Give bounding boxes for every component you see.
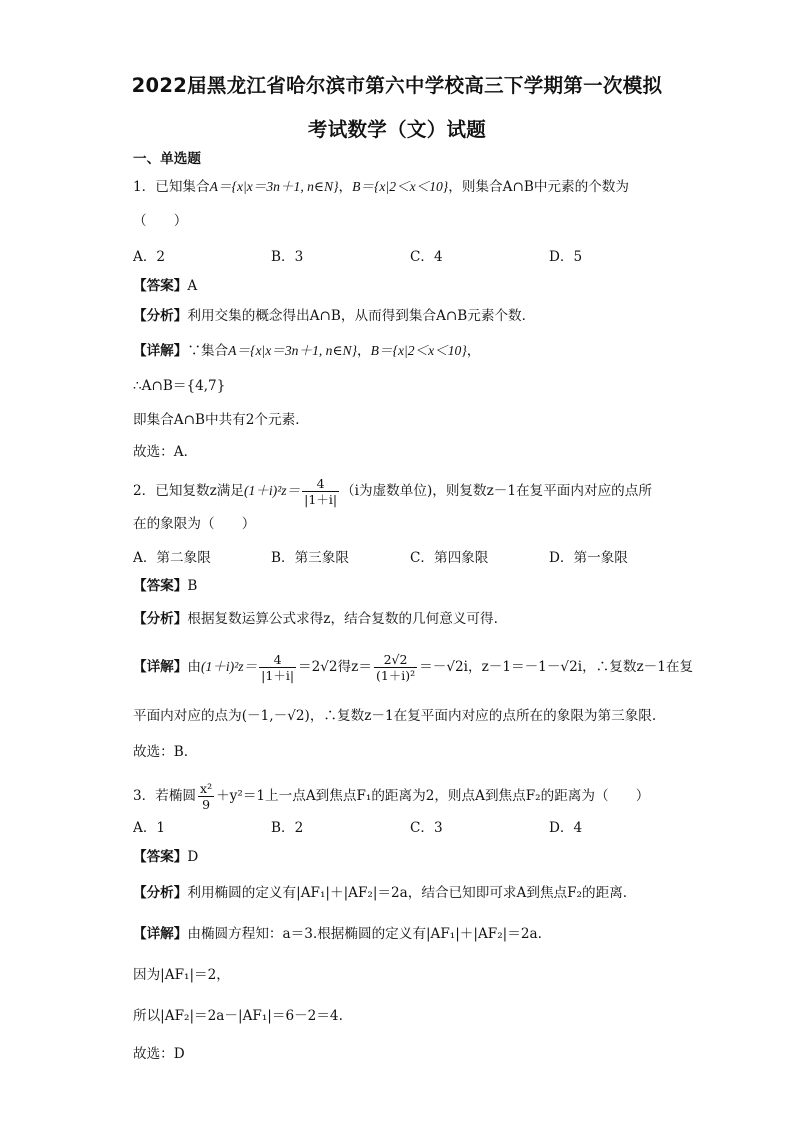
- q2-d-frac1-num: 4: [273, 652, 282, 667]
- detail-tag: 【详解】: [133, 926, 188, 942]
- q1-detail: [133, 342, 480, 360]
- q2-option-c: C．第四象限: [410, 550, 489, 566]
- analysis-tag: 【分析】: [133, 611, 188, 627]
- doc-title-line2: 考试数学（文）试题: [307, 118, 487, 141]
- q1-detail-set-b: B＝{x|2＜x＜10}: [370, 343, 467, 358]
- q2-stem-c: 在的象限为（ ）: [133, 516, 256, 532]
- q1-option-d: D．5: [549, 249, 583, 265]
- q2-lhs: (1＋i)²z＝: [243, 483, 301, 498]
- q2-analysis-text: 根据复数运算公式求得z，结合复数的几何意义可得.: [187, 611, 498, 627]
- q2-detail: [133, 652, 693, 683]
- q2-stem-a: 2．已知复数z满足: [133, 483, 244, 499]
- q1-option-a: A．2: [133, 249, 166, 265]
- q1-detail-set-a: A＝{x|x＝3n＋1, n∈N}: [228, 343, 358, 358]
- q2-detail-frac2: [374, 652, 417, 683]
- q2-option-b: B．第三象限: [271, 550, 349, 566]
- q2-detail-tail: ＝－√2i，z－1＝－1－√2i，∴复数z－1在复: [419, 659, 694, 675]
- answer-tag: 【答案】: [133, 278, 188, 294]
- q1-option-b: B．3: [271, 249, 304, 265]
- q2-option-d: D．第一象限: [549, 550, 628, 566]
- q2-detail-lhs: (1＋i)²z＝: [200, 659, 258, 674]
- q1-stem-a: 1．已知集合: [133, 179, 210, 195]
- q3-option-c: C．3: [410, 820, 443, 836]
- q1-detail-sep: ，: [357, 343, 371, 359]
- q1-sep: ，: [338, 179, 353, 195]
- q2-frac-den: |1＋i|: [304, 492, 338, 507]
- q2-option-a: A．第二象限: [133, 550, 211, 566]
- q1-choose: 故选：A．: [133, 444, 198, 460]
- detail-tag: 【详解】: [133, 659, 188, 675]
- q1-answer-value: A: [187, 278, 198, 294]
- q1-stem-b: ，则集合A∩B中元素的个数为: [448, 179, 629, 195]
- q3-analysis: [133, 884, 627, 902]
- q2-answer-value: B: [187, 578, 198, 594]
- q3-stem-a: 3．若椭圆: [133, 788, 197, 804]
- q3-frac-den: 9: [198, 796, 214, 812]
- q1-analysis: [133, 307, 535, 325]
- answer-tag: 【答案】: [133, 849, 188, 865]
- q2-choose: 故选：B.: [133, 744, 189, 760]
- q3-choose: 故选：D: [133, 1046, 185, 1062]
- q2-stem: [133, 476, 652, 507]
- q1-step1: ∴A∩B＝{4,7}: [133, 378, 226, 394]
- q1-set-b: B＝{x|2＜x＜10}: [352, 179, 449, 194]
- q2-fraction: [302, 476, 339, 507]
- doc-title-line1: 2022届黑龙江省哈尔滨市第六中学校高三下学期第一次模拟: [131, 74, 663, 97]
- q3-stem-b: ＋y²＝1上一点A到焦点F₁的距离为2，则点A到焦点F₂的距离为（ ）: [216, 788, 650, 804]
- detail-tag: 【详解】: [133, 343, 188, 359]
- q3-analysis-text: 利用椭圆的定义有|AF₁|＋|AF₂|＝2a，结合已知即可求A到焦点F₂的距离.: [187, 885, 628, 901]
- q1-analysis-text: 利用交集的概念得出A∩B，从而得到集合A∩B元素个数．: [187, 308, 536, 324]
- q1-set-a: A＝{x|x＝3n＋1, n∈N}: [209, 179, 339, 194]
- q2-detail-a: 由: [187, 659, 201, 675]
- analysis-tag: 【分析】: [133, 308, 188, 324]
- q3-stem: [133, 781, 649, 812]
- q1-option-c: C．4: [410, 249, 443, 265]
- q3-option-b: B．2: [271, 820, 304, 836]
- analysis-tag: 【分析】: [133, 885, 188, 901]
- q3-option-a: A．1: [133, 820, 166, 836]
- q2-line2: 平面内对应的点为(－1,－√2)，∴复数z－1在复平面内对应的点所在的象限为第三象限.: [133, 708, 657, 724]
- q3-detail-text: 由椭圆方程知：a＝3.根据椭圆的定义有|AF₁|＋|AF₂|＝2a.: [187, 926, 542, 942]
- q3-frac-num: x²: [200, 781, 213, 796]
- q3-step1: 因为|AF₁|＝2，: [133, 967, 230, 983]
- section-heading: 一、单选题: [133, 151, 201, 167]
- q3-answer-value: D: [187, 849, 199, 865]
- q1-answer: [133, 277, 197, 295]
- q2-d-frac1-den: |1＋i|: [261, 668, 295, 683]
- q2-detail-frac1: [259, 652, 296, 683]
- q1-detail-end: ，: [466, 343, 481, 359]
- q1-detail-a: ∵集合: [187, 343, 229, 359]
- q3-fraction: [198, 781, 214, 812]
- q3-option-d: D．4: [549, 820, 583, 836]
- q3-answer: [133, 848, 198, 866]
- q1-step2: 即集合A∩B中共有2个元素．: [133, 412, 309, 428]
- q2-d-frac2-den: (1＋i)²: [375, 668, 416, 683]
- q3-detail: [133, 925, 542, 943]
- q2-answer: [133, 577, 197, 595]
- q2-frac-num: 4: [316, 476, 325, 491]
- q2-d-frac2-num: 2√2: [383, 652, 408, 667]
- q2-detail-mid: ＝2√2得z＝: [298, 659, 372, 675]
- q1-paren: （ ）: [133, 213, 188, 229]
- q2-analysis: [133, 610, 498, 628]
- answer-tag: 【答案】: [133, 578, 188, 594]
- q1-stem: [133, 178, 629, 196]
- q2-stem-b: （i为虚数单位)，则复数z－1在复平面内对应的点所: [341, 483, 652, 499]
- q3-step2: 所以|AF₂|＝2a－|AF₁|＝6－2＝4.: [133, 1008, 343, 1024]
